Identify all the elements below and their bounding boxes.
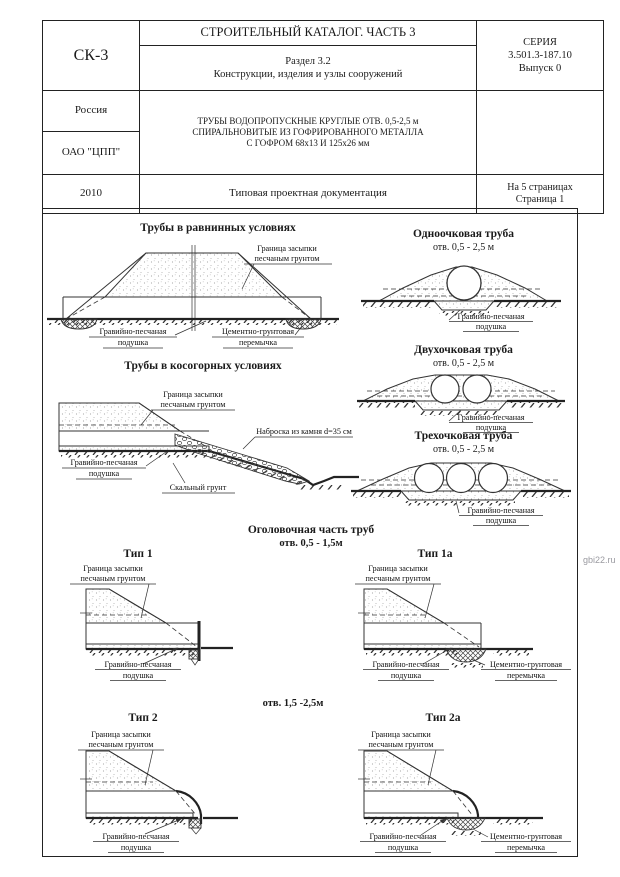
svg-text:песчаным грунтом: песчаным грунтом (254, 254, 320, 263)
ground-hatch (493, 650, 529, 656)
svg-text:Гравийно-песчаная: Гравийно-песчаная (99, 327, 167, 336)
cushion-trench (434, 301, 494, 310)
ground-hatch (88, 650, 196, 656)
otv-15-25-label: отв. 1,5 -2,5м (262, 698, 324, 709)
svg-text:Гравийно-песчаная: Гравийно-песчаная (102, 832, 170, 841)
svg-text:песчаным грунтом: песчаным грунтом (160, 400, 226, 409)
backfill-wedge (364, 589, 444, 623)
svg-text:подушка: подушка (475, 423, 507, 432)
catalog-code: СК-3 (43, 21, 140, 91)
svg-text:перемычка: перемычка (506, 843, 546, 852)
subject-cell (140, 91, 477, 175)
type1-title: Тип 1 (123, 548, 153, 560)
doc-type-cell: Типовая проектная документация (140, 175, 477, 214)
section-subtitle: Конструкции, изделия и узлы сооружений (213, 69, 403, 80)
callout-cement-jumper (212, 326, 304, 348)
diagram-head-type2 (53, 727, 318, 855)
svg-text:подушка: подушка (475, 322, 507, 331)
empty-cell (477, 91, 604, 175)
slope-terrain-title: Трубы в косогорных условиях (124, 360, 282, 372)
jumper-hatch (451, 831, 481, 836)
double-pipe-title: Двухочковая труба (414, 344, 513, 356)
single-pipe-otv: отв. 0,5 - 2,5 м (432, 242, 495, 254)
svg-text:Граница засыпки: Граница засыпки (83, 564, 143, 573)
svg-text:Скальный грунт: Скальный грунт (169, 483, 227, 492)
series-label: СЕРИЯ (523, 36, 557, 48)
pipe-circle (415, 464, 444, 493)
callout-cement-jumper (473, 829, 571, 853)
svg-text:песчаным грунтом: песчаным грунтом (368, 740, 434, 749)
backfill-wedge (86, 751, 176, 791)
drawing-frame (42, 208, 578, 857)
backfill-boundary-dashed (66, 297, 311, 319)
svg-text:песчаным грунтом: песчаным грунтом (80, 574, 146, 583)
svg-text:Гравийно-песчаная: Гравийно-песчаная (70, 458, 138, 467)
slope-dashed (444, 623, 479, 647)
anchor-v (191, 828, 201, 834)
cement-jumper (447, 818, 485, 830)
subject-line2: СПИРАЛЬНОВИТЫЕ ИЗ ГОФРИРОВАННОГО МЕТАЛЛА (192, 126, 424, 137)
svg-text:Цементно-грунтовая: Цементно-грунтовая (489, 660, 563, 669)
svg-text:Граница засыпки: Граница засыпки (91, 730, 151, 739)
svg-text:песчаным грунтом: песчаным грунтом (88, 740, 154, 749)
callout-gravel-cushion (363, 660, 449, 681)
diagram-flat-terrain (45, 239, 341, 351)
site-watermark: gbi22.ru (583, 555, 616, 565)
type1a-title: Тип 1а (417, 548, 453, 560)
svg-text:Гравийно-песчаная: Гравийно-песчаная (104, 660, 172, 669)
pages-count: На 5 страницах (507, 181, 573, 193)
trench-hatch (405, 501, 515, 506)
title-block-table (42, 20, 604, 214)
svg-text:Гравийно-песчаная: Гравийно-песчаная (457, 312, 525, 321)
subject-line3: С ГОФРОМ 68х13 И 125х26 мм (246, 138, 370, 149)
callout-rocky-soil (162, 463, 235, 493)
svg-text:песчаным грунтом: песчаным грунтом (365, 574, 431, 583)
svg-text:Граница засыпки: Граница засыпки (371, 730, 431, 739)
svg-text:Граница засыпки: Граница засыпки (163, 390, 223, 399)
svg-text:перемычка: перемычка (238, 338, 278, 347)
ground-hatch (61, 452, 207, 458)
ground-hatch (493, 819, 533, 825)
diagram-head-type2a (343, 727, 588, 855)
svg-text:Гравийно-песчаная: Гравийно-песчаная (457, 413, 525, 422)
section-cell (140, 46, 477, 91)
svg-text:подушка: подушка (390, 671, 422, 680)
svg-text:перемычка: перемычка (506, 671, 546, 680)
diagram-slope-terrain (47, 377, 365, 517)
cushion-trench (415, 401, 507, 410)
company-cell: ОАО "ЦПП" (43, 132, 140, 175)
svg-text:Гравийно-песчаная: Гравийно-песчаная (467, 506, 535, 515)
backfill-wedge (364, 751, 453, 791)
callout-gravel-cushion (95, 660, 181, 681)
jumper-hatch (451, 663, 483, 668)
head-section-otv: отв. 0,5 - 1,5м (279, 538, 343, 550)
callout-gravel-cushion (360, 832, 446, 853)
svg-text:Граница засыпки: Граница засыпки (257, 244, 317, 253)
country-cell: Россия (43, 91, 140, 132)
series-issue: Выпуск 0 (518, 63, 562, 75)
svg-text:Цементно-грунтовая: Цементно-грунтовая (489, 832, 563, 841)
end-anchor-block (189, 650, 199, 659)
single-pipe-title: Одноочковая труба (412, 228, 515, 240)
pipe-circle (447, 464, 476, 493)
single-pipe-title-block (371, 227, 556, 254)
callout-gravel-cushion (89, 321, 206, 348)
callout-rockfill (243, 427, 353, 449)
ground-hatch (507, 402, 563, 408)
triple-pipe-title: Трехочковая труба (414, 430, 513, 442)
svg-text:Гравийно-песчаная: Гравийно-песчаная (369, 832, 437, 841)
svg-text:Граница засыпки: Граница засыпки (368, 564, 428, 573)
svg-text:подушка: подушка (387, 843, 419, 852)
ground-hatch (523, 492, 569, 498)
callout-gravel-cushion (93, 832, 179, 853)
ground-hatch (495, 302, 559, 308)
pipe-circle (447, 266, 481, 300)
rockfill-band (175, 434, 309, 484)
callout-cement-jumper (471, 659, 571, 681)
flat-terrain-title: Трубы в равнинных условиях (140, 222, 296, 234)
series-number: 3.501.3-187.10 (508, 49, 572, 61)
svg-text:подушка: подушка (88, 469, 120, 478)
series-cell (477, 21, 604, 91)
year-cell: 2010 (43, 175, 140, 214)
pipe-circle (479, 464, 508, 493)
catalog-title: СТРОИТЕЛЬНЫЙ КАТАЛОГ. ЧАСТЬ 3 (140, 21, 477, 46)
triple-pipe-otv: отв. 0,5 - 2,5 м (432, 444, 495, 456)
svg-text:Наброска из камня d=35 см: Наброска из камня d=35 см (256, 427, 352, 436)
svg-text:подушка: подушка (120, 843, 152, 852)
ground-hatch (88, 819, 192, 825)
backfill-wedge (86, 589, 166, 623)
diagram-head-type1 (53, 563, 313, 695)
diagram-head-type1a (343, 563, 588, 695)
callout-gravel-cushion (449, 310, 533, 332)
slope-dashed (166, 623, 197, 647)
svg-text:подушка: подушка (485, 516, 517, 525)
cement-jumper-left (61, 319, 97, 329)
ground-hatch (359, 402, 415, 408)
type2a-title: Тип 2а (425, 712, 461, 724)
dip-hatch (299, 485, 343, 490)
diagram-single-pipe (361, 253, 561, 333)
section-number: Раздел 3.2 (285, 55, 331, 67)
head-section-title: Оголовочная часть труб (247, 524, 375, 536)
svg-text:Цементно-грунтовая: Цементно-грунтовая (221, 327, 295, 336)
cement-jumper (446, 649, 486, 662)
pipe-circle (431, 375, 459, 403)
triple-pipe-title-block (371, 429, 556, 456)
ground-hatch (363, 302, 433, 308)
pipe-circle (463, 375, 491, 403)
svg-text:подушка: подушка (117, 338, 149, 347)
svg-text:подушка: подушка (122, 671, 154, 680)
mound-fill (363, 375, 559, 401)
svg-text:Гравийно-песчаная: Гравийно-песчаная (372, 660, 440, 669)
double-pipe-otv: отв. 0,5 - 2,5 м (432, 358, 495, 370)
end-anchor-block (189, 819, 201, 828)
page-number: Страница 1 (515, 194, 565, 205)
subject-line1: ТРУБЫ ВОДОПРОПУСКНЫЕ КРУГЛЫЕ ОТВ. 0,5-2,5 м (197, 115, 419, 126)
type2-title: Тип 2 (128, 712, 158, 724)
